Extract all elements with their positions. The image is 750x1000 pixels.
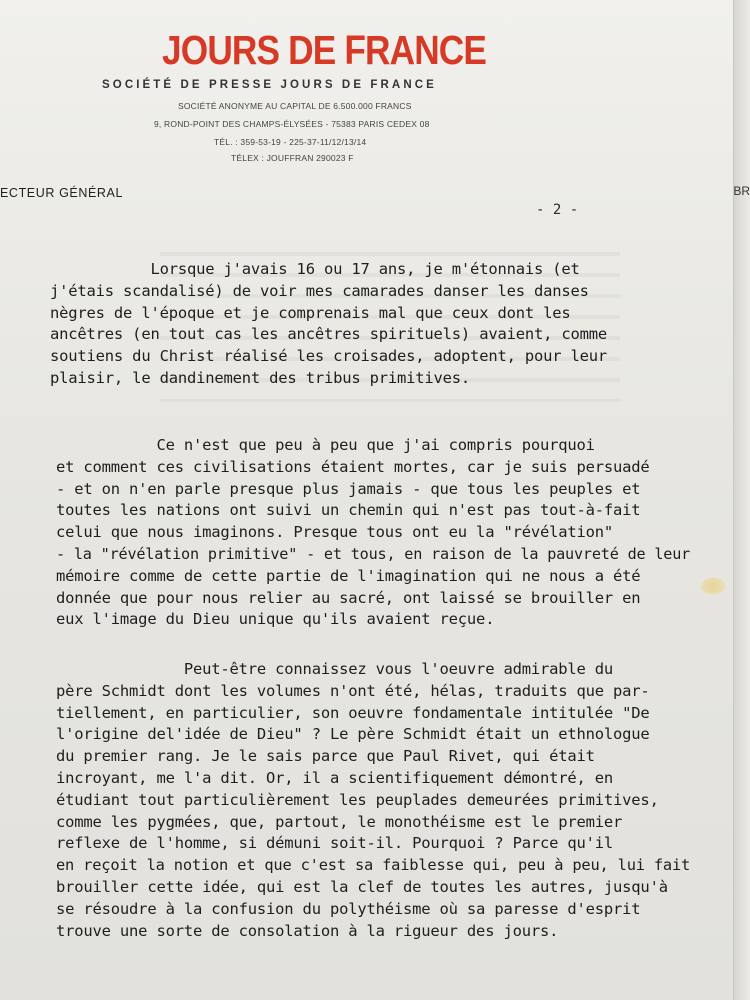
paper-stain	[700, 578, 726, 594]
page-number: - 2 -	[536, 202, 579, 218]
body-line: - la "révélation primitive" - et tous, en raison de la pauvreté de leur	[56, 545, 691, 563]
body-line: donnée que pour nous relier au sacré, ont laissé se brouiller en	[56, 588, 641, 607]
body-line: nègres de l'époque et je comprenais mal que ceux dont les	[50, 303, 571, 322]
body-line: trouve une sorte de consolation à la rigueur des jours.	[56, 921, 559, 940]
body-line: étudiant tout particulièrement les peuplades demeurées primitives,	[56, 790, 659, 809]
body-line: plaisir, le dandinement des tribus primitives.	[50, 369, 471, 387]
company-telex: TÉLEX : JOUFFRAN 290023 F	[231, 153, 354, 163]
body-line: mémoire comme de cette partie de l'imagination qui ne nous a été	[56, 566, 641, 585]
body-line: - et on n'en parle presque plus jamais - que tous les peuples et	[56, 479, 641, 498]
company-phone: TÉL. : 359-53-19 - 225-37-11/12/13/14	[214, 137, 367, 147]
company-capital: SOCIÉTÉ ANONYME AU CAPITAL DE 6.500.000 FRANCS	[178, 101, 412, 111]
body-line: reflexe de l'homme, si démuni soit-il. Pourquoi ? Parce qu'il	[56, 834, 614, 853]
body-line: du premier rang. Je le sais parce que Paul Rivet, qui était	[56, 747, 595, 766]
body-line: incroyant, me l'a dit. Or, il a scientifiquement démontré, en	[56, 769, 614, 787]
body-line: eux l'image du Dieu unique qu'ils avaient reçue.	[56, 610, 495, 629]
body-line: Peut-être connaissez vous l'oeuvre admirable du	[56, 660, 614, 678]
body-line: père Schmidt dont les volumes n'ont été, hélas, traduits que par-	[56, 681, 650, 700]
body-line: Lorsque j'avais 16 ou 17 ans, je m'étonnais (et	[50, 260, 580, 278]
company-name: SOCIÉTÉ DE PRESSE JOURS DE FRANCE	[102, 79, 437, 91]
body-line: et comment ces civilisations étaient mortes, car je suis persuadé	[56, 457, 650, 476]
body-line: j'étais scandalisé) de voir mes camarades danser les danses	[50, 281, 589, 300]
body-line: celui que nous imaginons. Presque tous ont eu la "révélation"	[56, 523, 614, 542]
body-line: soutiens du Christ réalisé les croisades, adoptent, pour leur	[50, 347, 608, 366]
brand-logo: JOURS DE FRANCE	[162, 27, 487, 73]
body-line: toutes les nations ont suivi un chemin qui n'est pas tout-à-fait	[56, 501, 641, 520]
body-line: comme les pygmées, que, partout, le monothéisme est le premier	[56, 812, 623, 831]
body-line: en reçoit la notion et que c'est sa faiblesse qui, peu à peu, lui fait	[56, 856, 691, 875]
body-line: ancêtres (en tout cas les ancêtres spirituels) avaient, comme	[50, 325, 608, 344]
body-line: brouiller cette idée, qui est la clef de toutes les autres, jusqu'à	[56, 878, 668, 896]
body-line: l'origine del'idée de Dieu" ? Le père Schmidt était un ethnologue	[56, 725, 650, 744]
body-line: se résoudre à la confusion du polythéisme où sa paresse d'esprit	[56, 899, 641, 918]
company-address: 9, ROND-POINT DES CHAMPS-ÉLYSÉES - 75383 PARIS CEDEX 08	[154, 119, 430, 129]
adjacent-page-edge	[733, 0, 750, 1000]
body-line: Ce n'est que peu à peu que j'ai compris pourquoi	[56, 436, 595, 454]
adjacent-page-text: ΒR	[733, 184, 750, 198]
body-line: tiellement, en particulier, son oeuvre fondamentale intitulée "De	[56, 703, 650, 722]
sender-title: ECTEUR GÉNÉRAL	[0, 186, 124, 200]
